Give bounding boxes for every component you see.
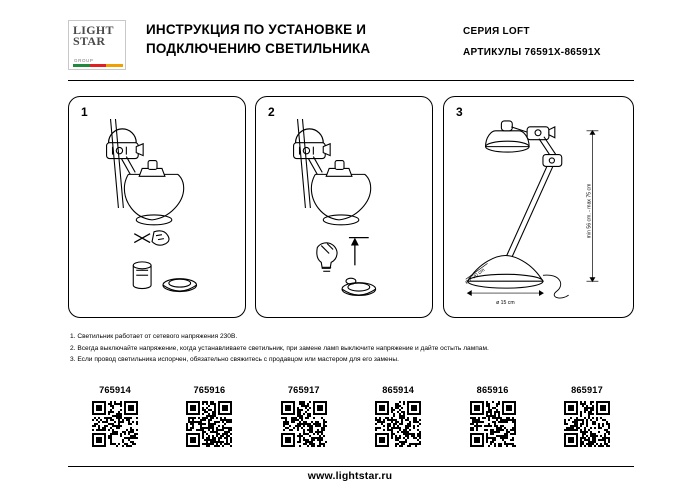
step-2-illustration — [256, 97, 432, 317]
series-label: СЕРИЯ LOFT — [463, 26, 530, 37]
article-code-label: 765916 — [193, 385, 226, 395]
logo-line-1: LIGHT — [73, 23, 114, 37]
article-code-label: 865914 — [382, 385, 415, 395]
step-number-2: 2 — [268, 105, 275, 119]
step-3-illustration — [444, 97, 633, 317]
article-code-4 — [446, 385, 540, 452]
logo-color-bars — [73, 64, 123, 67]
article-code-5 — [540, 385, 634, 452]
lightstar-logo — [68, 20, 126, 70]
step-panel-2 — [255, 96, 433, 318]
qr-code-icon — [281, 401, 327, 447]
note-1: 1. Светильник работает от сетевого напряжения 230В. — [70, 333, 238, 340]
note-2: 2. Всегда выключайте напряжение, когда устанавливаете светильник, при замене ламп выключите напряжение и дайте остыть лампам. — [70, 344, 489, 352]
qr-code-icon — [92, 401, 138, 447]
base-depth-dimension-label: ø 7-20 cm — [463, 267, 487, 286]
article-code-3 — [351, 385, 445, 452]
page-title — [146, 20, 446, 58]
article-code-0 — [68, 385, 162, 452]
article-code-1 — [162, 385, 256, 452]
logo-line-2: STAR — [73, 34, 106, 48]
articles-label: АРТИКУЛЫ 76591X-86591X — [463, 47, 601, 58]
step-1-illustration — [69, 97, 245, 317]
step-panel-3 — [443, 96, 634, 318]
logo-wordmark — [73, 25, 114, 47]
page-title-line-1: ИНСТРУКЦИЯ ПО УСТАНОВКЕ И — [146, 22, 367, 37]
step-panel-1 — [68, 96, 246, 318]
height-dimension-label: min 56 cm. - max 75 cm — [586, 183, 593, 239]
article-code-label: 865917 — [571, 385, 603, 395]
article-code-label: 865916 — [476, 385, 509, 395]
qr-code-icon — [375, 401, 421, 447]
notes-list — [70, 331, 636, 366]
page-title-line-2: ПОДКЛЮЧЕНИЮ СВЕТИЛЬНИКА — [146, 41, 371, 56]
qr-code-icon — [186, 401, 232, 447]
base-diameter-dimension-label: ø 15 cm — [496, 299, 515, 306]
header — [68, 20, 634, 72]
qr-code-icon — [564, 401, 610, 447]
header-divider — [68, 80, 634, 81]
article-code-label: 765914 — [99, 385, 131, 395]
qr-code-icon — [470, 401, 516, 447]
footer-divider — [68, 466, 634, 467]
article-code-label: 765917 — [287, 385, 320, 395]
website-link[interactable]: www.lightstar.ru — [307, 470, 393, 482]
article-codes — [68, 385, 634, 460]
logo-subtext: GROUP — [74, 58, 94, 63]
step-number-1: 1 — [81, 105, 88, 119]
article-code-2 — [257, 385, 351, 452]
note-3: 3. Если провод светильника испорчен, обязательно свяжитесь с продавцом или мастером для его замены. — [70, 356, 399, 364]
step-number-3: 3 — [456, 105, 463, 119]
